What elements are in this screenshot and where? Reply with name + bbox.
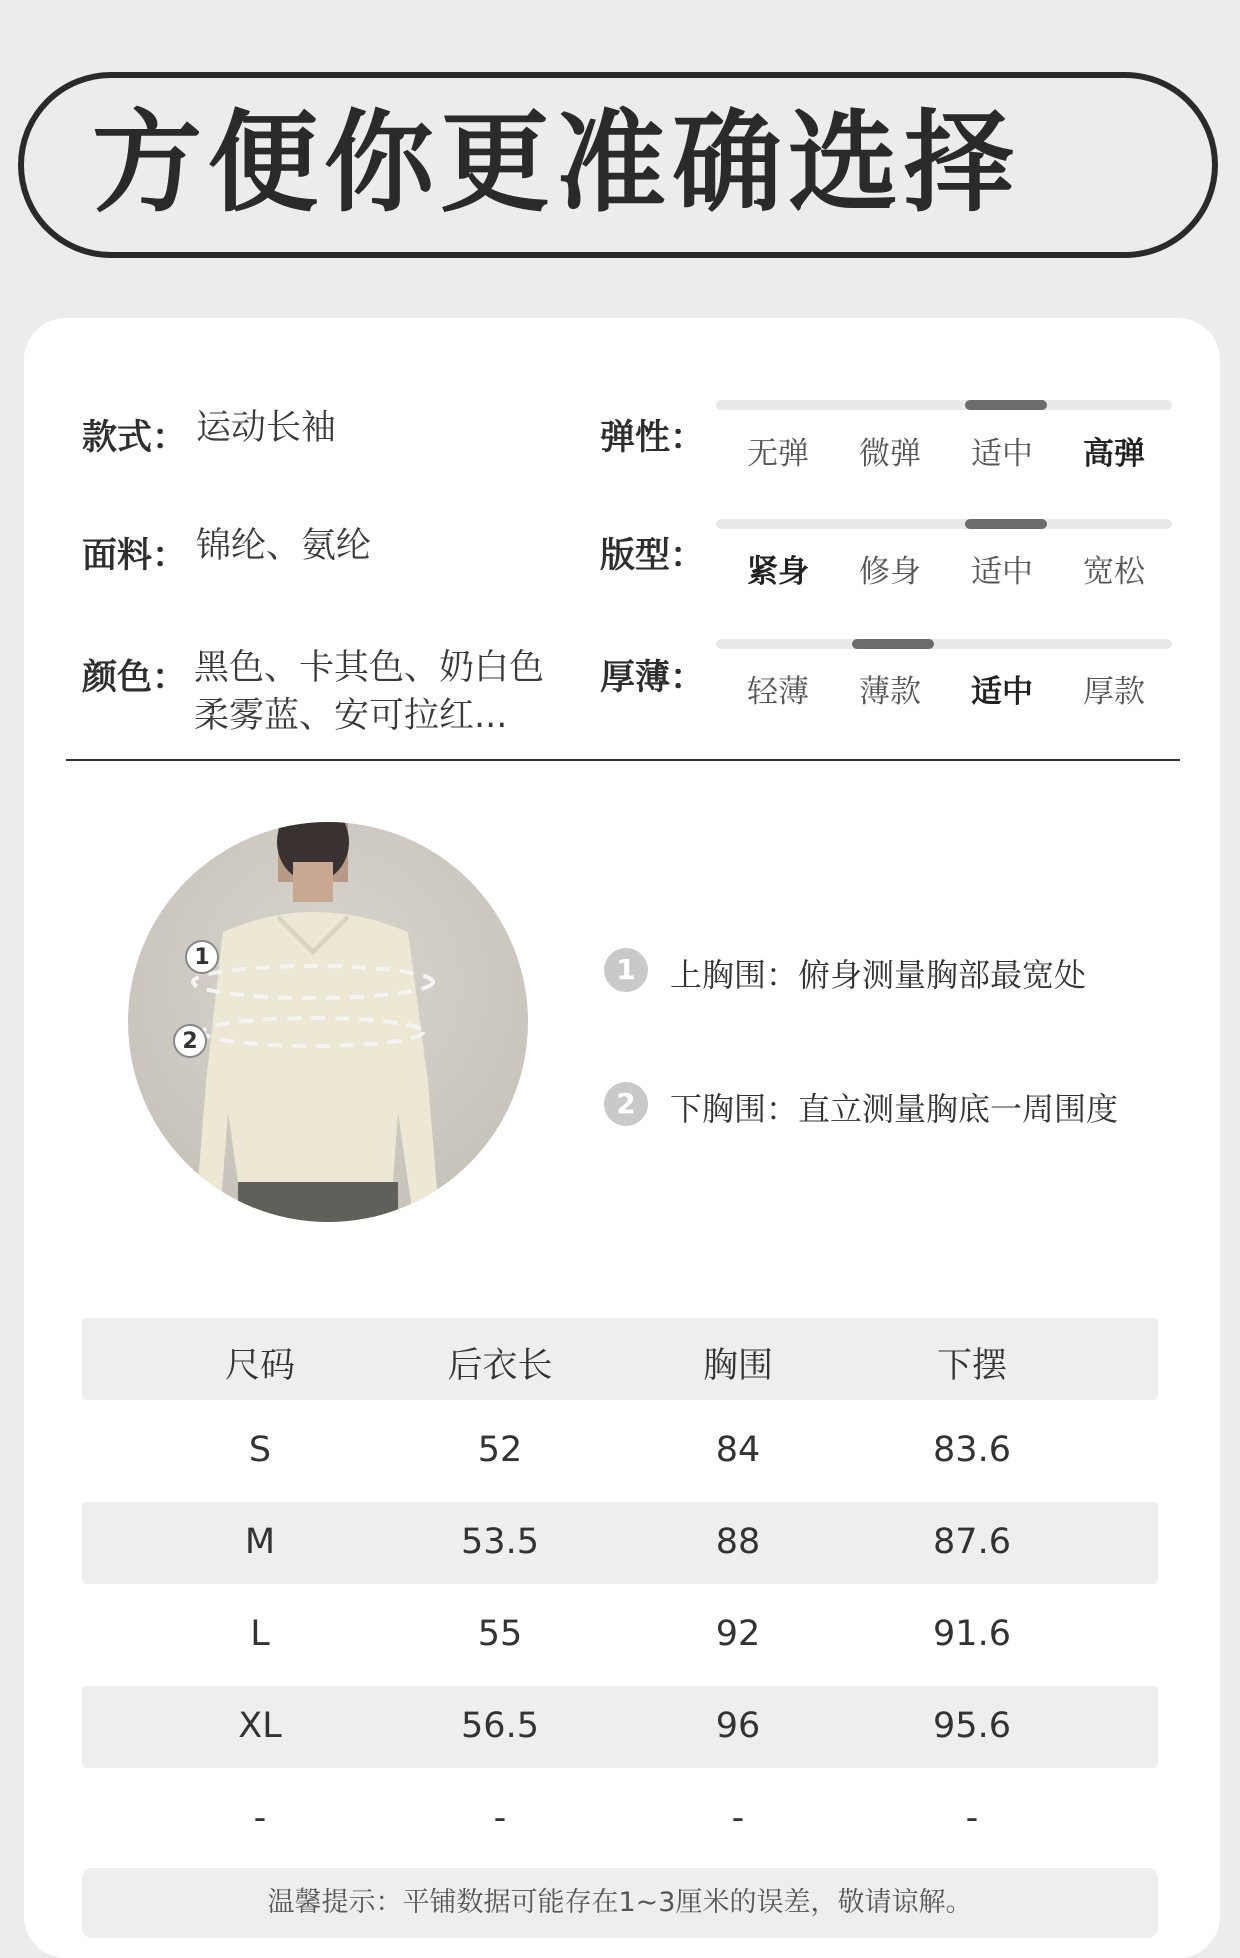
page-title: 方便你更准确选择 <box>92 99 1020 227</box>
table-cell: - <box>965 1798 979 1838</box>
table-cell: - <box>253 1798 267 1838</box>
thickness-option: 轻薄 <box>747 674 809 710</box>
elasticity-track <box>716 400 1172 410</box>
elasticity-label: 弹性： <box>600 418 706 458</box>
thickness-marker <box>852 639 934 649</box>
measure-text-2: 下胸围：直立测量胸底一周围度 <box>670 1090 1119 1128</box>
table-cell: 96 <box>715 1706 761 1746</box>
table-cell: L <box>250 1614 270 1654</box>
table-header-cell: 后衣长 <box>447 1346 553 1386</box>
thickness-track <box>716 639 1172 649</box>
table-cell: 95.6 <box>933 1706 1011 1746</box>
elasticity-option: 微弹 <box>859 436 921 472</box>
table-cell: 91.6 <box>933 1614 1011 1654</box>
thickness-option: 适中 <box>971 674 1033 710</box>
model-photo <box>128 822 528 1222</box>
thickness-option: 厚款 <box>1083 674 1145 710</box>
table-cell: 56.5 <box>461 1706 539 1746</box>
table-cell: 92 <box>715 1614 761 1654</box>
color-value-line-2: 柔雾蓝、安可拉红... <box>194 696 508 736</box>
fabric-label: 面料： <box>82 536 188 576</box>
table-header-cell: 下摆 <box>936 1346 1007 1386</box>
fit-option: 适中 <box>971 554 1033 590</box>
table-cell: XL <box>238 1706 282 1746</box>
style-value: 运动长袖 <box>196 408 337 448</box>
elasticity-marker <box>965 400 1047 410</box>
elasticity-option: 无弹 <box>747 436 809 472</box>
table-header-cell: 胸围 <box>702 1346 773 1386</box>
color-label: 颜色： <box>82 658 188 698</box>
table-cell: 55 <box>477 1614 523 1654</box>
model-illustration <box>128 822 528 1222</box>
photo-marker-2: 2 <box>173 1024 207 1058</box>
measure-badge-2: 2 <box>604 1082 648 1126</box>
table-cell: 83.6 <box>933 1430 1011 1470</box>
table-cell: - <box>731 1798 745 1838</box>
fit-option: 紧身 <box>747 554 809 590</box>
table-cell: 84 <box>715 1430 761 1470</box>
table-cell: 87.6 <box>933 1522 1011 1562</box>
footer-tip: 温馨提示：平铺数据可能存在1~3厘米的误差，敬请谅解。 <box>82 1868 1158 1938</box>
fit-label: 版型： <box>600 536 706 576</box>
style-label: 款式： <box>82 418 188 458</box>
measure-badge-1: 1 <box>604 948 648 992</box>
table-cell: - <box>493 1798 507 1838</box>
thickness-option: 薄款 <box>859 674 921 710</box>
measure-text-1: 上胸围：俯身测量胸部最宽处 <box>670 956 1087 994</box>
fit-marker <box>965 519 1047 529</box>
thickness-label: 厚薄： <box>600 658 706 698</box>
table-cell: 53.5 <box>461 1522 539 1562</box>
table-cell: S <box>248 1430 272 1470</box>
color-value-line-1: 黑色、卡其色、奶白色 <box>194 648 545 688</box>
fit-option: 修身 <box>859 554 921 590</box>
photo-marker-1: 1 <box>185 940 219 974</box>
fabric-value: 锦纶、氨纶 <box>196 526 372 566</box>
fit-option: 宽松 <box>1083 554 1145 590</box>
fit-track <box>716 519 1172 529</box>
table-cell: 52 <box>477 1430 523 1470</box>
table-header-cell: 尺码 <box>224 1346 295 1386</box>
section-divider <box>66 759 1180 761</box>
table-cell: M <box>244 1522 276 1562</box>
table-cell: 88 <box>715 1522 761 1562</box>
elasticity-option: 高弹 <box>1083 436 1145 472</box>
elasticity-option: 适中 <box>971 436 1033 472</box>
